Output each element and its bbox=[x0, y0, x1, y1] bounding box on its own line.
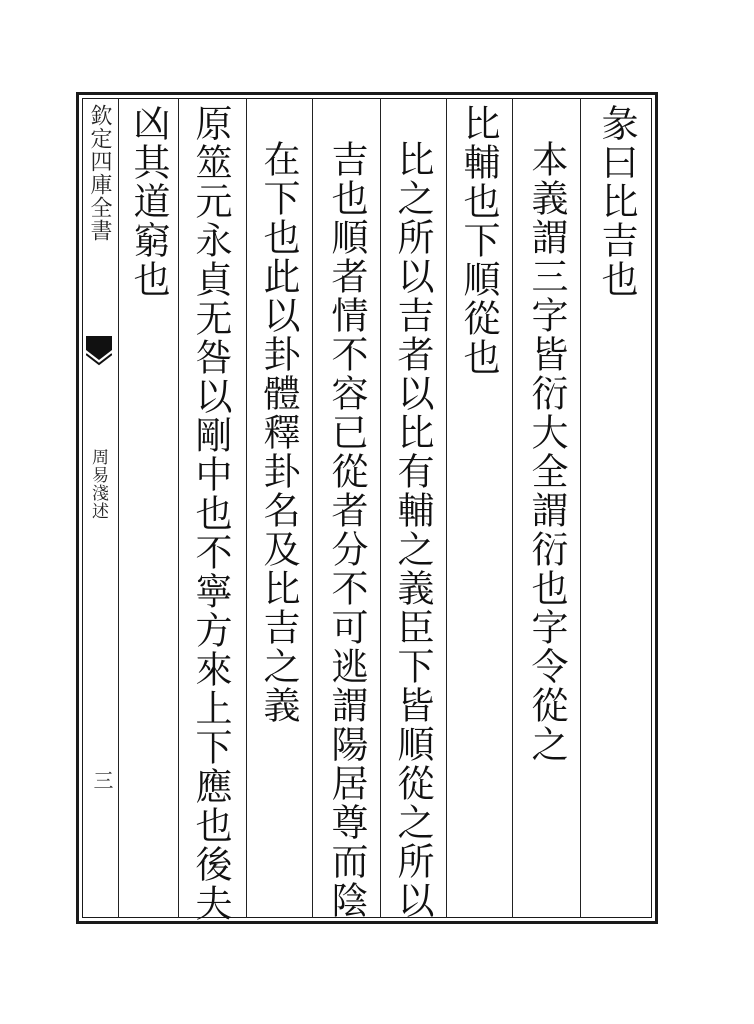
book-name: 周易淺述 bbox=[88, 448, 108, 520]
column-rule bbox=[312, 98, 313, 918]
text-column: 本義謂三字皆衍大全謂衍也字令從之 bbox=[525, 140, 568, 764]
column-rule bbox=[380, 98, 381, 918]
column-rule bbox=[580, 98, 581, 918]
text-column: 比輔也下順從也 bbox=[457, 104, 500, 377]
column-rule bbox=[512, 98, 513, 918]
text-column: 凶其道窮也 bbox=[127, 104, 170, 299]
text-column: 在下也此以卦體釋卦名及比吉之義 bbox=[257, 140, 300, 725]
page-number: 三 bbox=[90, 770, 114, 790]
column-rule bbox=[446, 98, 447, 918]
text-column: 比之所以吉者以比有輔之義臣下皆順從之所以 bbox=[391, 140, 434, 920]
text-column: 吉也順者情不容已從者分不可逃謂陽居尊而陰 bbox=[325, 140, 368, 920]
column-rule bbox=[246, 98, 247, 918]
collection-title: 欽定四庫全書 bbox=[87, 104, 112, 242]
text-column: 彖曰比吉也 bbox=[595, 104, 638, 299]
fish-tail-ornament bbox=[86, 336, 112, 368]
column-rule bbox=[118, 98, 119, 918]
text-column: 原筮元永貞无咎以剛中也不寧方來上下應也後夫 bbox=[189, 104, 232, 923]
column-rule bbox=[178, 98, 179, 918]
